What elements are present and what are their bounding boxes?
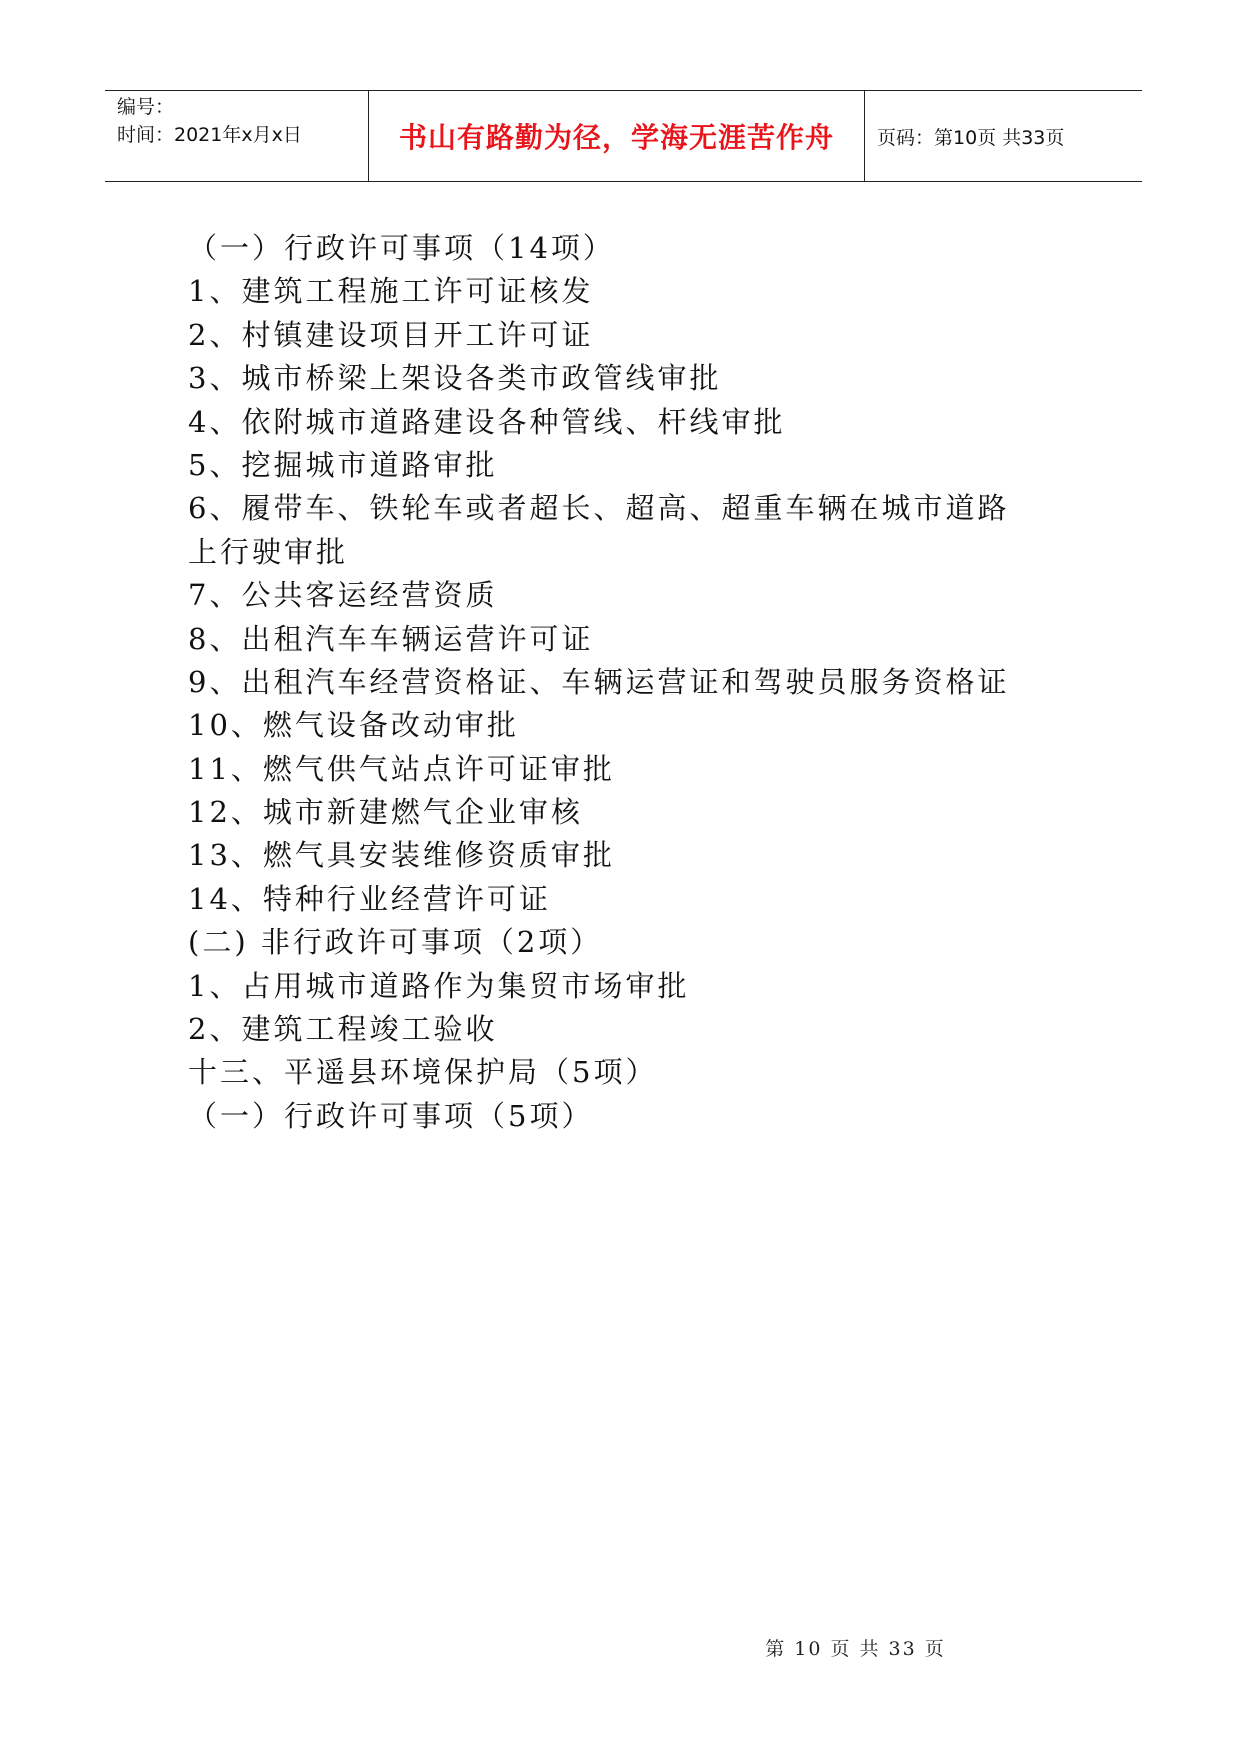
list-item: 13、燃气具安装维修资质审批 — [188, 838, 615, 873]
section-heading: （一）行政许可事项（14项） — [188, 231, 615, 265]
document-time-label: 时间：2021年x月x日 — [117, 124, 302, 146]
header-motto: 书山有路勤为径，学海无涯苦作舟 — [398, 121, 834, 154]
list-item: 3、城市桥梁上架设各类市政管线审批 — [188, 361, 722, 396]
page-footer — [0, 1634, 1241, 1661]
footer-page-number: 第 10 页 共 33 页 — [765, 1638, 946, 1660]
page-header — [105, 90, 1142, 182]
list-item: 12、城市新建燃气企业审核 — [188, 795, 583, 830]
header-page-info-cell — [865, 91, 1142, 181]
document-body — [188, 216, 1068, 1149]
header-motto-cell — [369, 91, 865, 181]
section-heading: （一）行政许可事项（5项） — [188, 1098, 594, 1133]
list-item: 2、建筑工程竣工验收 — [188, 1012, 498, 1047]
list-item: 4、依附城市道路建设各种管线、杆线审批 — [188, 404, 786, 439]
list-item: 1、占用城市道路作为集贸市场审批 — [188, 968, 690, 1003]
list-item-continuation: 上行驶审批 — [188, 534, 349, 569]
list-item: 11、燃气供气站点许可证审批 — [188, 751, 615, 786]
header-page-info: 页码：第10页 共33页 — [877, 126, 1065, 149]
section-heading: (二) 非行政许可事项（2项） — [188, 925, 603, 960]
header-meta — [105, 91, 369, 181]
department-heading: 十三、平遥县环境保护局（5项） — [188, 1055, 658, 1090]
list-item: 7、公共客运经营资质 — [188, 578, 498, 613]
list-item: 2、村镇建设项目开工许可证 — [188, 317, 594, 352]
list-item: 14、特种行业经营许可证 — [188, 881, 551, 916]
document-number-label: 编号： — [117, 96, 175, 118]
list-item: 10、燃气设备改动审批 — [188, 708, 519, 743]
list-item: 1、建筑工程施工许可证核发 — [188, 274, 594, 309]
list-item: 8、出租汽车车辆运营许可证 — [188, 621, 594, 656]
list-item: 9、出租汽车经营资格证、车辆运营证和驾驶员服务资格证 — [188, 664, 1010, 699]
list-item: 6、履带车、铁轮车或者超长、超高、超重车辆在城市道路 — [188, 491, 1010, 526]
list-item: 5、挖掘城市道路审批 — [188, 447, 498, 482]
